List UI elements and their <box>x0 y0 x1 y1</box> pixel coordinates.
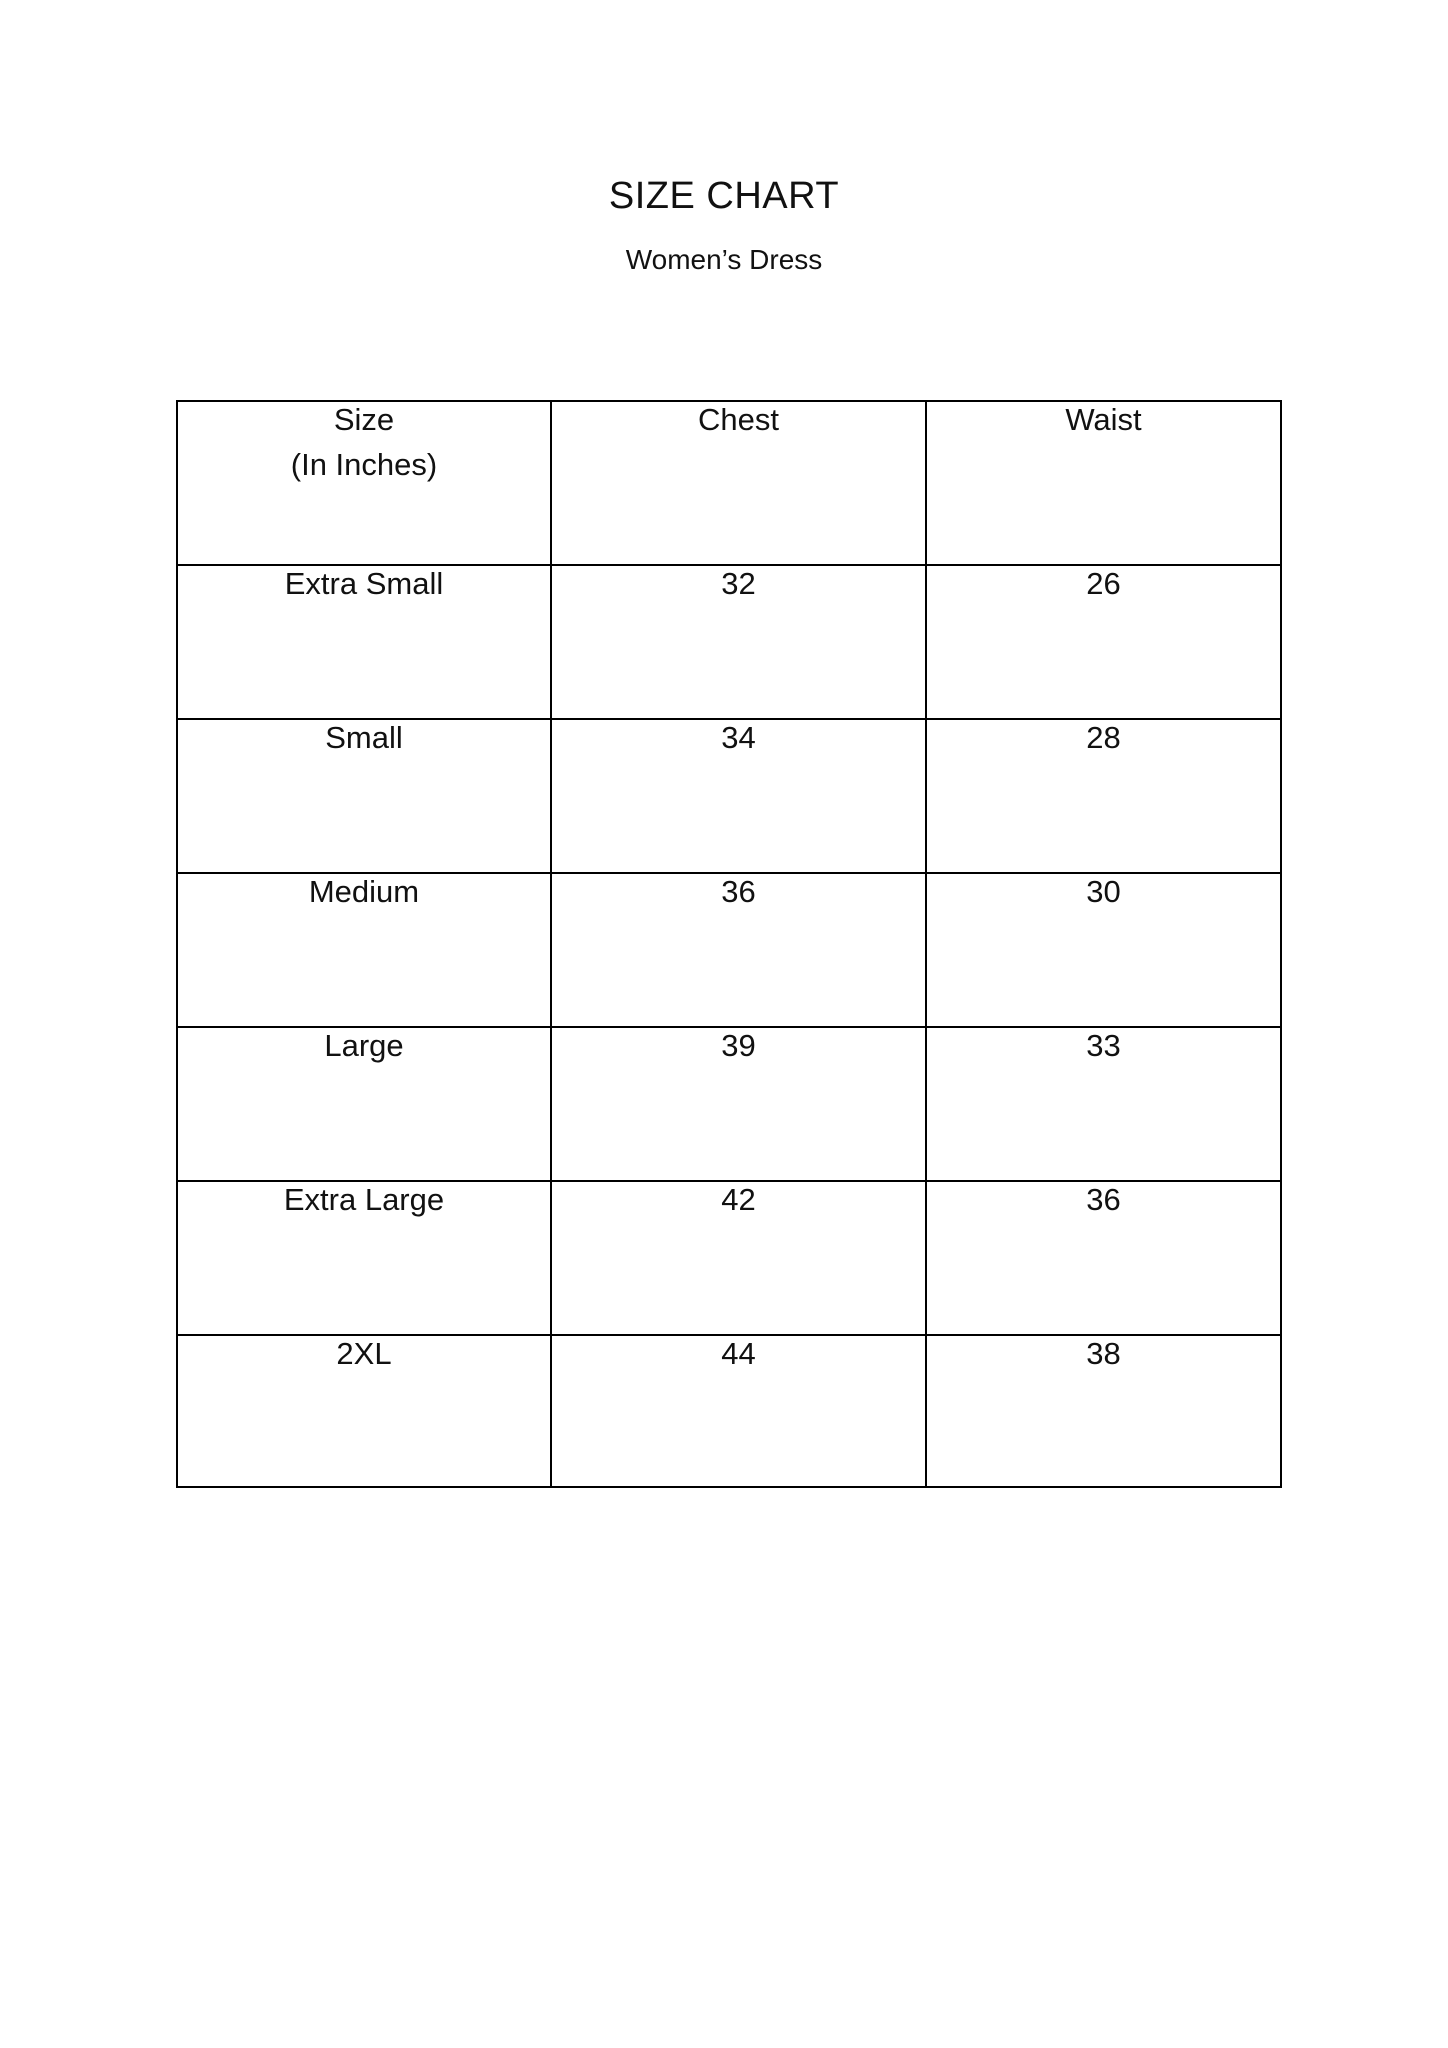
column-header-size-line1: Size <box>333 402 395 437</box>
size-chart-table-wrapper <box>176 400 1280 1488</box>
table-row <box>177 1027 1281 1181</box>
table-row <box>177 1181 1281 1335</box>
cell-chest: 34 <box>551 719 926 873</box>
column-header-chest: Chest <box>551 401 926 565</box>
cell-waist: 26 <box>926 565 1281 719</box>
table-row <box>177 565 1281 719</box>
cell-waist: 30 <box>926 873 1281 1027</box>
cell-chest: 36 <box>551 873 926 1027</box>
cell-chest: 39 <box>551 1027 926 1181</box>
cell-chest: 32 <box>551 565 926 719</box>
cell-size: Large <box>177 1027 551 1181</box>
page-subtitle: Women’s Dress <box>625 244 823 275</box>
cell-chest: 42 <box>551 1181 926 1335</box>
cell-size: Extra Small <box>177 565 551 719</box>
cell-size: Small <box>177 719 551 873</box>
cell-waist: 28 <box>926 719 1281 873</box>
cell-size: 2XL <box>177 1335 551 1487</box>
cell-waist: 38 <box>926 1335 1281 1487</box>
size-chart-table <box>176 400 1282 1488</box>
column-header-waist: Waist <box>926 401 1281 565</box>
column-header-size <box>177 401 551 565</box>
column-header-size-line2: (In Inches) <box>290 447 438 482</box>
page-title: SIZE CHART <box>608 175 840 217</box>
cell-waist: 33 <box>926 1027 1281 1181</box>
cell-waist: 36 <box>926 1181 1281 1335</box>
cell-chest: 44 <box>551 1335 926 1487</box>
table-row <box>177 873 1281 1027</box>
cell-size: Extra Large <box>177 1181 551 1335</box>
table-body <box>177 565 1281 1487</box>
cell-size: Medium <box>177 873 551 1027</box>
table-header-row <box>177 401 1281 565</box>
table-row <box>177 719 1281 873</box>
table-row <box>177 1335 1281 1487</box>
table-header <box>177 401 1281 565</box>
